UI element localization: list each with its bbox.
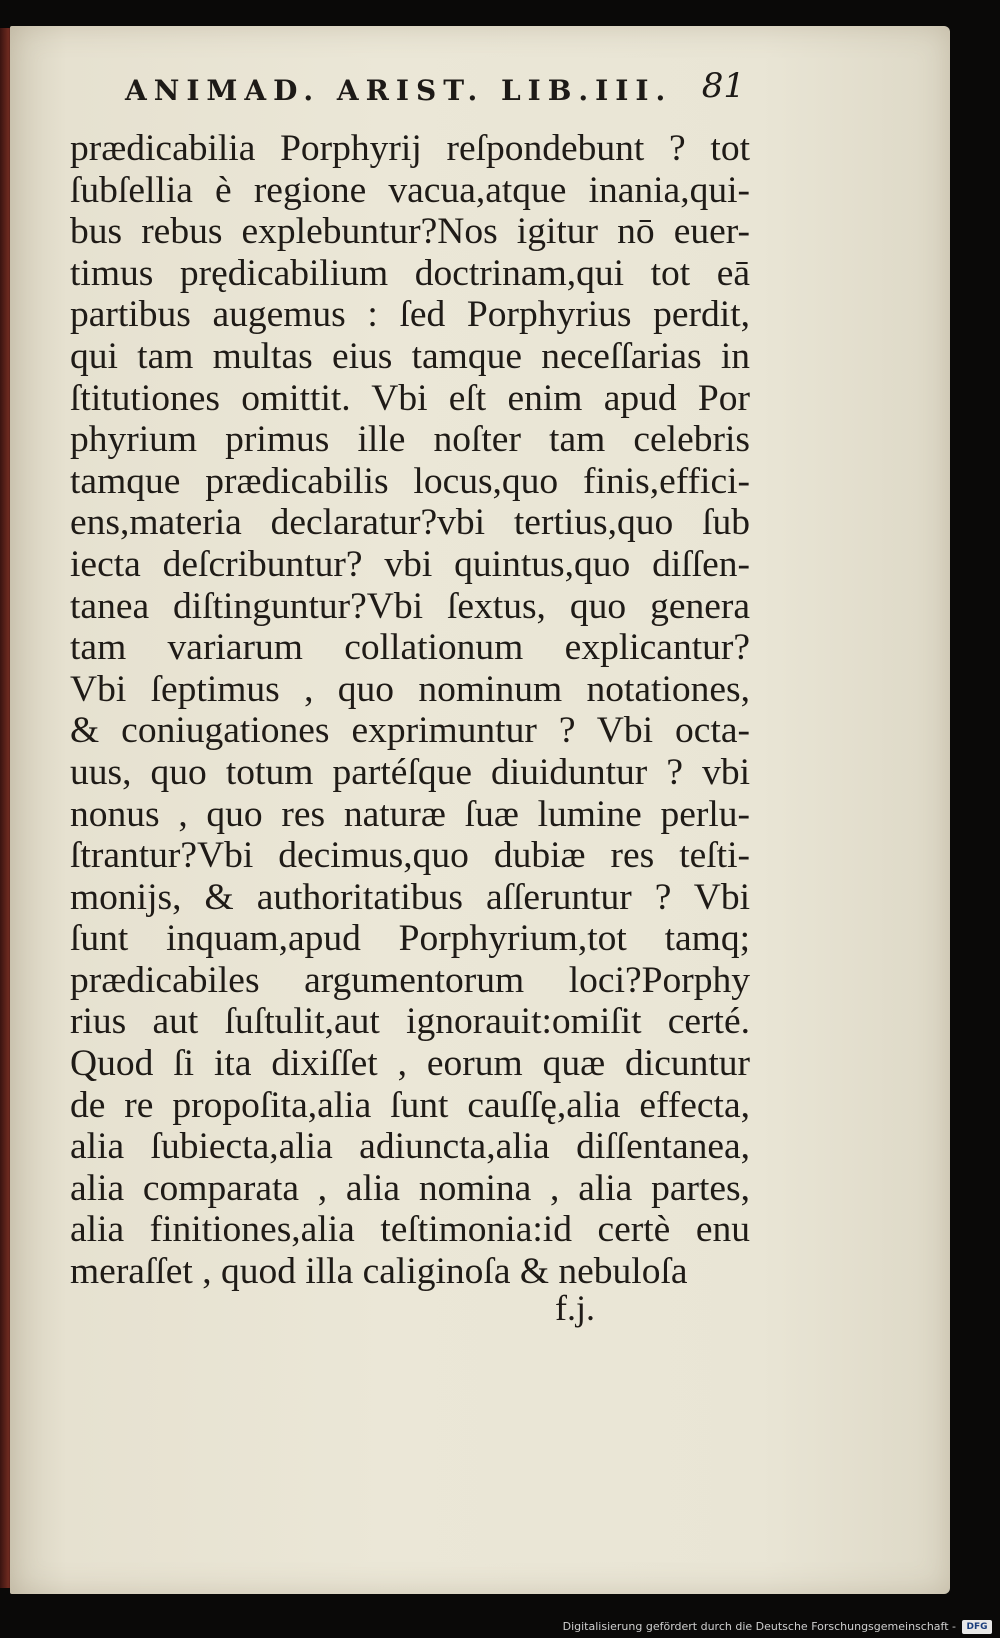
text-line: Vbi ſeptimus , quo nominum notationes, <box>70 668 750 710</box>
text-line: tanea diſtinguntur?Vbi ſextus, quo genera <box>70 585 750 627</box>
text-line: alia comparata , alia nomina , alia partes, <box>70 1167 750 1209</box>
signature-mark: f.j. <box>555 1288 595 1328</box>
text-line: & coniugationes exprimuntur ? Vbi octa- <box>70 710 750 752</box>
text-line: qui tam multas eius tamque neceſſarias in <box>70 335 750 377</box>
text-line: Quod ſi ita dixiſſet , eorum quæ dicuntur <box>70 1043 750 1085</box>
text-line: timus prędicabilium doctrinam,qui tot eā <box>70 252 750 294</box>
body-text <box>70 128 750 1293</box>
text-line: monijs, & authoritatibus aſſeruntur ? Vbi <box>70 876 750 918</box>
text-line: alia ſubiecta,alia adiuncta,alia diſſentanea, <box>70 1126 750 1168</box>
text-line: iecta deſcribuntur? vbi quintus,quo diſſen- <box>70 543 750 585</box>
dfg-logo: DFG <box>962 1620 992 1634</box>
text-line: rius aut ſuſtulit,aut ignorauit:omiſit certé. <box>70 1001 750 1043</box>
text-line: ſtrantur?Vbi decimus,quo dubiæ res teſti- <box>70 835 750 877</box>
funding-note: Digitalisierung gefördert durch die Deutsche Forschungsgemeinschaft - <box>562 1620 956 1633</box>
text-line: partibus augemus : ſed Porphyrius perdit, <box>70 294 750 336</box>
text-line: bus rebus explebuntur?Nos igitur nō euer- <box>70 211 750 253</box>
text-line: prædicabiles argumentorum loci?Porphy <box>70 959 750 1001</box>
text-line: tamque prædicabilis locus,quo finis,effici- <box>70 460 750 502</box>
running-head: ANIMAD. ARIST. LIB.III. <box>125 74 673 107</box>
text-line: de re propoſita,alia ſunt cauſſę,alia effecta, <box>70 1084 750 1126</box>
text-line: nonus , quo res naturæ ſuæ lumine perlu- <box>70 793 750 835</box>
page-number: 81 <box>701 66 745 106</box>
text-line: ens,materia declaratur?vbi tertius,quo ſub <box>70 502 750 544</box>
footer-bar <box>0 1610 1000 1638</box>
text-line: tam variarum collationum explicantur? <box>70 627 750 669</box>
text-line: uus, quo totum partéſque diuiduntur ? vbi <box>70 751 750 793</box>
text-line: ſunt inquam,apud Porphyrium,tot tamq; <box>70 918 750 960</box>
text-line: prædicabilia Porphyrij reſpondebunt ? tot <box>70 128 750 169</box>
text-line: meraſſet , quod illa caliginoſa & nebuloſa <box>70 1251 688 1293</box>
text-line: ſubſellia è regione vacua,atque inania,qui- <box>70 169 750 211</box>
page-header <box>125 66 745 116</box>
text-line: phyrium primus ille noſter tam celebris <box>70 419 750 461</box>
text-line: ſtitutiones omittit. Vbi eſt enim apud Por <box>70 377 750 419</box>
text-line: alia finitiones,alia teſtimonia:id certè enu <box>70 1209 750 1251</box>
